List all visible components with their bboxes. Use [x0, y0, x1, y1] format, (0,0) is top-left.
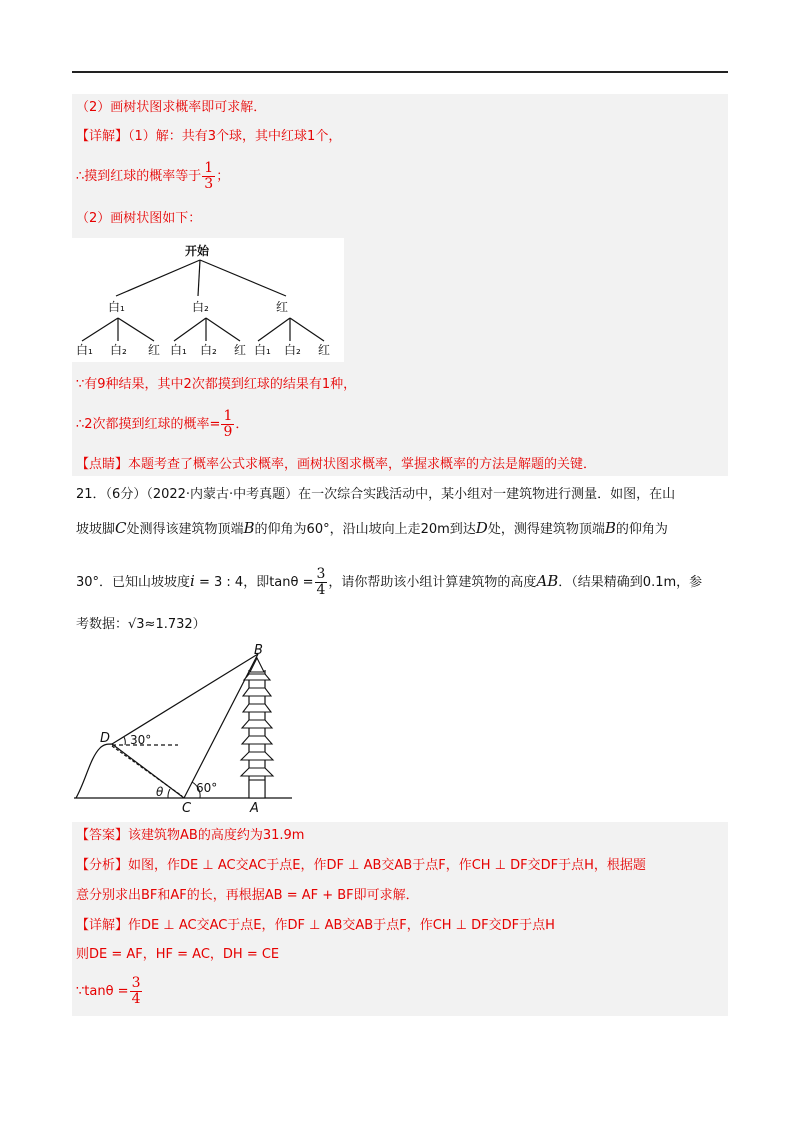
label-A: A — [250, 801, 259, 815]
tree-l2-8: 红 — [318, 343, 331, 357]
label-D: D — [100, 731, 111, 746]
q21-line4: 考数据：√3≈1.732） — [76, 617, 206, 632]
tree-svg — [72, 238, 344, 362]
prob-suffix: ； — [216, 169, 230, 184]
detail2-tag: 【详解】 — [76, 918, 129, 933]
q21-ratio: = 3 : 4 — [194, 575, 244, 590]
tree-l2-4: 白₂ — [200, 343, 217, 357]
q21-l2d: 处，测得建筑物顶端 — [487, 522, 605, 537]
label-theta: θ — [156, 785, 164, 799]
q21-tan-num: 3 — [316, 566, 326, 582]
tree-root: 开始 — [185, 244, 210, 258]
comment-tag: 【点睛】 — [76, 457, 129, 472]
tree-l1-2: 红 — [276, 300, 289, 314]
detail-line — [76, 128, 341, 146]
analysis-line1 — [76, 857, 646, 875]
q21-i: i — [190, 572, 195, 590]
detail2-text1: 作DE ⊥ AC交AC于点E，作DF ⊥ AB交AB于点F，作CH ⊥ DF交DF于点H — [128, 918, 555, 933]
q21-l2a: 坡坡脚 — [76, 522, 116, 537]
prob2-fraction — [221, 409, 234, 440]
pagoda-icon — [241, 658, 273, 798]
label-60: 60° — [196, 781, 218, 795]
detail2-line1 — [76, 917, 555, 935]
results-line: ∵有9种结果，其中2次都摸到红球的结果有1种， — [76, 377, 357, 392]
prob-fraction — [202, 161, 215, 192]
detail-tag: 【详解】 — [76, 129, 129, 144]
figure-svg — [72, 640, 300, 815]
q21-C: C — [115, 519, 127, 537]
q21-tan-den: 4 — [316, 582, 326, 598]
q21-l2c: 的仰角为60°，沿山坡向上走20m到达 — [254, 522, 476, 537]
q21-tan-fraction — [315, 567, 328, 598]
q21-line2 — [76, 519, 668, 539]
q21-line1: 21．（6分）（2022·内蒙古·中考真题）在一次综合实践活动中，某小组对一建筑物进行测量．如图，在山 — [76, 487, 676, 502]
tree-l2-0: 白₁ — [76, 343, 93, 357]
q21-l3d: ．（结果精确到0.1m，参 — [558, 575, 703, 590]
comment-text: 本题考查了概率公式求概率，画树状图求概率，掌握求概率的方法是解题的关键． — [128, 457, 597, 472]
prob-num: 1 — [204, 160, 214, 176]
tan-den: 4 — [131, 991, 141, 1007]
tan-num: 3 — [131, 975, 141, 991]
comment-line — [76, 456, 596, 474]
tree-l2-1: 白₂ — [110, 343, 127, 357]
prob-prefix: ∴摸到红球的概率等于 — [76, 169, 202, 184]
tree-intro: （2）画树状图如下： — [76, 211, 202, 226]
answer-tag: 【答案】 — [76, 828, 129, 843]
probability-line — [76, 157, 229, 197]
probability2-line — [76, 405, 248, 445]
q21-l3c: ，请你帮助该小组计算建筑物的高度 — [328, 575, 537, 590]
q21-B2: B — [604, 519, 616, 537]
label-C: C — [182, 801, 192, 815]
analysis-tag: 【分析】 — [76, 858, 129, 873]
answer-text: 该建筑物AB的高度约为31.9m — [128, 828, 305, 843]
tree-l2-6: 白₁ — [254, 343, 271, 357]
tree-l2-5: 红 — [234, 343, 247, 357]
tan-prefix: ∵tanθ = — [76, 984, 129, 999]
tan-fraction — [130, 976, 143, 1007]
q21-l2b: 处测得该建筑物顶端 — [126, 522, 244, 537]
detail-text: （1）解：共有3个球，其中红球1个， — [128, 129, 342, 144]
tree-l2-7: 白₂ — [284, 343, 301, 357]
q21-l2e: 的仰角为 — [615, 522, 668, 537]
header-rule — [72, 71, 728, 73]
q21-l3b: ，即tanθ = — [243, 575, 314, 590]
prob2-suffix: ． — [235, 417, 249, 432]
q21-line3 — [76, 561, 702, 603]
label-30: 30° — [130, 733, 152, 747]
prob-den: 3 — [204, 176, 214, 192]
tree-l2-2: 红 — [148, 343, 161, 357]
tree-diagram — [72, 238, 344, 362]
geometry-figure — [72, 640, 300, 815]
q21-D: D — [475, 519, 488, 537]
answer-line — [76, 827, 304, 845]
q21-B: B — [243, 519, 255, 537]
q21-l3a: 30°．已知山坡坡度 — [76, 575, 191, 590]
label-B: B — [254, 643, 263, 658]
tree-l1-1: 白₂ — [192, 300, 209, 314]
analysis-text1: 如图，作DE ⊥ AC交AC于点E，作DF ⊥ AB交AB于点F，作CH ⊥ DF交DF于点H，根据题 — [128, 858, 646, 873]
prob2-den: 9 — [223, 424, 233, 440]
tree-l1-0: 白₁ — [108, 300, 125, 314]
analysis-line2: 意分别求出BF和AF的长，再根据AB = AF + BF即可求解． — [76, 888, 419, 903]
q21-AB: AB — [536, 572, 559, 590]
step2-line: （2）画树状图求概率即可求解． — [76, 100, 267, 115]
prob2-num: 1 — [223, 408, 233, 424]
prob2-prefix: ∴2次都摸到红球的概率= — [76, 417, 221, 432]
tan-line — [76, 972, 143, 1012]
tree-l2-3: 白₁ — [170, 343, 187, 357]
detail2-line2: 则DE = AF，HF = AC，DH = CE — [76, 947, 280, 962]
